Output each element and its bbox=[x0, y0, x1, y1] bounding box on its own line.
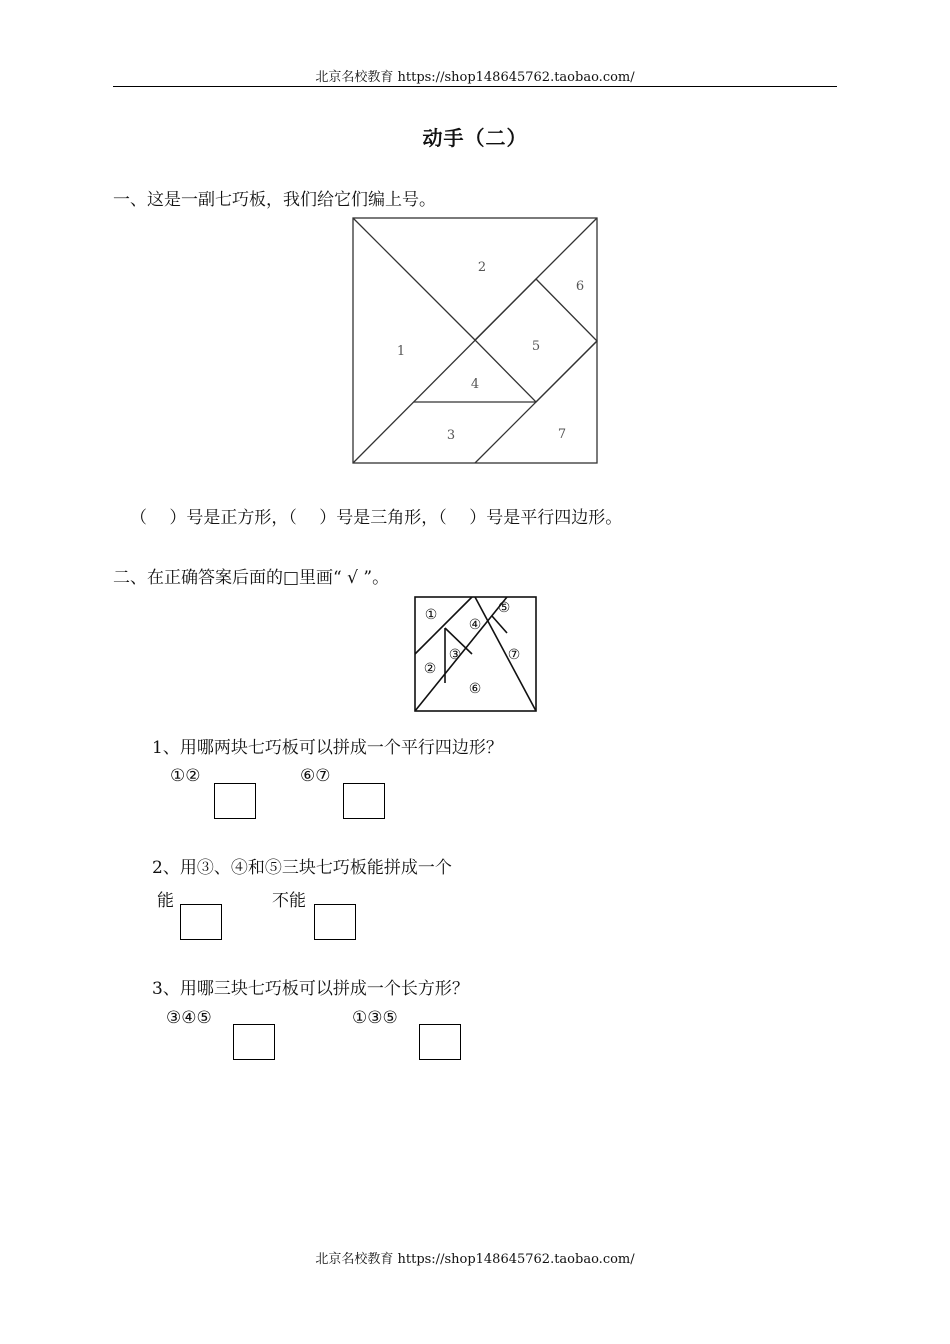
sub-3-option-a-checkbox[interactable] bbox=[233, 1024, 275, 1060]
sub-question-3: 3、用哪三块七巧板可以拼成一个长方形？ bbox=[152, 979, 469, 999]
tangram-1-label: 5 bbox=[531, 339, 541, 354]
sub-2-option-a-label: 能 bbox=[157, 891, 174, 911]
tangram-2-label: ⑦ bbox=[507, 647, 521, 663]
tangram-1-label: 7 bbox=[557, 427, 567, 442]
question-2-prompt: 二、在正确答案后面的□里画“ √ ”。 bbox=[113, 568, 390, 588]
sub-3-option-b-checkbox[interactable] bbox=[419, 1024, 461, 1060]
tangram-1-edge bbox=[536, 218, 597, 279]
tangram-1-edge bbox=[353, 218, 475, 340]
tangram-2-label: ② bbox=[423, 661, 437, 677]
sub-question-1: 1、用哪两块七巧板可以拼成一个平行四边形？ bbox=[152, 738, 503, 758]
page-header: 北京名校教育 https://shop148645762.taobao.com/ bbox=[315, 70, 635, 85]
sub-2-option-b-checkbox[interactable] bbox=[314, 904, 356, 940]
page-footer: 北京名校教育 https://shop148645762.taobao.com/ bbox=[315, 1252, 635, 1267]
sub-2-option-a-checkbox[interactable] bbox=[180, 904, 222, 940]
sub-question-2: 2、用③、④和⑤三块七巧板能拼成一个 bbox=[152, 858, 452, 878]
question-1-fill-line: （ ）号是正方形，（ ）号是三角形，（ ）号是平行四边形。 bbox=[130, 508, 623, 528]
sub-1-option-a-label: ①② bbox=[170, 766, 201, 786]
question-1-prompt: 一、这是一副七巧板，我们给它们编上号。 bbox=[113, 190, 436, 210]
tangram-2-label: ③ bbox=[448, 647, 462, 663]
tangram-1-label: 4 bbox=[470, 377, 480, 392]
tangram-figure-1 bbox=[350, 215, 600, 467]
tangram-2-edge bbox=[492, 616, 507, 633]
sub-1-option-b-label: ⑥⑦ bbox=[300, 766, 331, 786]
sub-1-option-b-checkbox[interactable] bbox=[343, 783, 385, 819]
tangram-2-label: ④ bbox=[468, 617, 482, 633]
tangram-1-label: 3 bbox=[446, 428, 456, 443]
tangram-2-label: ⑥ bbox=[468, 681, 482, 697]
tangram-1-label: 2 bbox=[477, 260, 487, 275]
sub-3-option-b-label: ①③⑤ bbox=[352, 1008, 398, 1028]
header-divider bbox=[113, 86, 837, 87]
tangram-1-label: 1 bbox=[396, 344, 406, 359]
tangram-1-label: 6 bbox=[575, 279, 585, 294]
tangram-figure-2 bbox=[413, 595, 538, 713]
tangram-2-label: ① bbox=[424, 607, 438, 623]
sub-1-option-a-checkbox[interactable] bbox=[214, 783, 256, 819]
sub-3-option-a-label: ③④⑤ bbox=[166, 1008, 212, 1028]
tangram-2-label: ⑤ bbox=[497, 600, 511, 616]
sub-2-option-b-label: 不能 bbox=[272, 891, 306, 911]
page-title: 动手（二） bbox=[422, 126, 528, 150]
